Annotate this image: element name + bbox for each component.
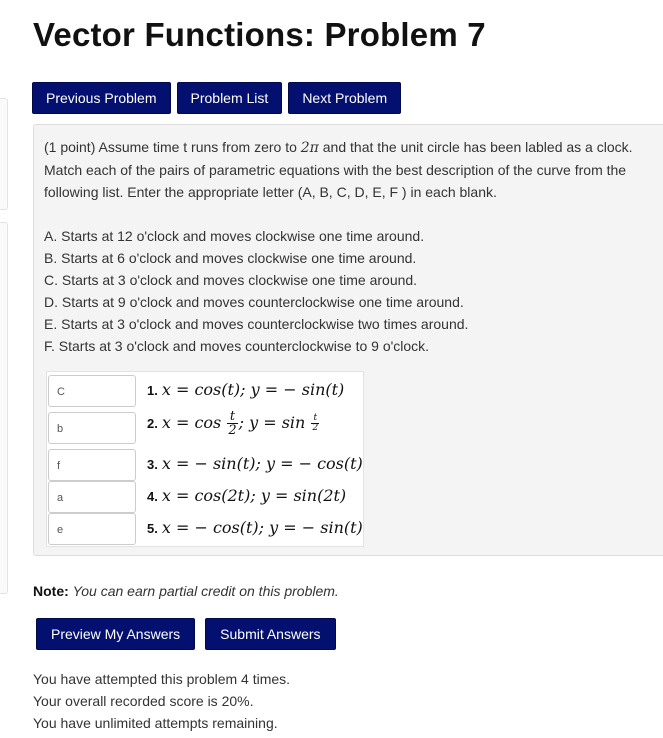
option-b: B. Starts at 6 o'clock and moves clockwise one time around. [44, 250, 417, 266]
option-a: A. Starts at 12 o'clock and moves clockwise one time around. [44, 228, 425, 244]
intro-text: (1 point) Assume time t runs from zero to [44, 139, 301, 155]
answer-input-4[interactable] [48, 481, 136, 513]
note-text: You can earn partial credit on this problem. [72, 583, 339, 599]
equation-2: 2. x = cos $\frac{t}{2}$ ; y = sin $\frac{t}{2}$ [147, 409, 319, 438]
problem-text [44, 136, 654, 357]
problem-body [33, 124, 663, 556]
answer-input-1[interactable] [48, 375, 136, 407]
answer-table [46, 371, 364, 547]
side-panel-edge [0, 222, 8, 594]
fraction-t-over-2-small: $\frac{t}{2}$ [312, 413, 319, 433]
attempts-text: You have attempted this problem 4 times. [33, 671, 291, 687]
answer-input-5[interactable] [48, 513, 136, 545]
side-panel-edge [0, 98, 8, 210]
note-label: Note: [33, 583, 69, 599]
problem-intro [44, 136, 654, 159]
preview-answers-button[interactable]: Preview My Answers [36, 618, 195, 650]
remaining-text: You have unlimited attempts remaining. [33, 715, 278, 731]
equation-5: 5. x = − cos(t); y = − sin(t) [147, 518, 363, 537]
two-pi-math: 2π [300, 140, 319, 156]
equation-1: 1. x = cos(t); y = − sin(t) [147, 380, 345, 399]
answer-actions [36, 618, 336, 650]
answer-input-3[interactable] [48, 449, 136, 481]
intro-text-end: and that the unit circle has been labled as a clock. [318, 139, 633, 155]
option-e: E. Starts at 3 o'clock and moves counterclockwise two times around. [44, 316, 469, 332]
option-c: C. Starts at 3 o'clock and moves clockwise one time around. [44, 272, 418, 288]
next-problem-button[interactable]: Next Problem [288, 82, 401, 114]
equation-4: 4. x = cos(2t); y = sin(2t) [147, 486, 347, 505]
fraction-t-over-2: $\frac{t}{2}$ [228, 409, 237, 438]
score-text: Your overall recorded score is 20%. [33, 693, 254, 709]
problem-instructions: Match each of the pairs of parametric equations with the best description of the curve from the following list. Enter the appropriate letter (A, B, C, D, E, F ) in each blank. [44, 162, 627, 200]
attempt-status [33, 668, 290, 734]
previous-problem-button[interactable]: Previous Problem [32, 82, 171, 114]
problem-navigation [32, 82, 401, 114]
page-title: Vector Functions: Problem 7 [33, 16, 486, 53]
partial-credit-note [33, 583, 339, 599]
problem-list-button[interactable]: Problem List [177, 82, 283, 114]
equation-3: 3. x = − sin(t); y = − cos(t) [147, 454, 363, 473]
answer-input-2[interactable] [48, 412, 136, 444]
option-f: F. Starts at 3 o'clock and moves counterclockwise to 9 o'clock. [44, 338, 430, 354]
option-d: D. Starts at 9 o'clock and moves counterclockwise one time around. [44, 294, 464, 310]
submit-answers-button[interactable]: Submit Answers [205, 618, 335, 650]
